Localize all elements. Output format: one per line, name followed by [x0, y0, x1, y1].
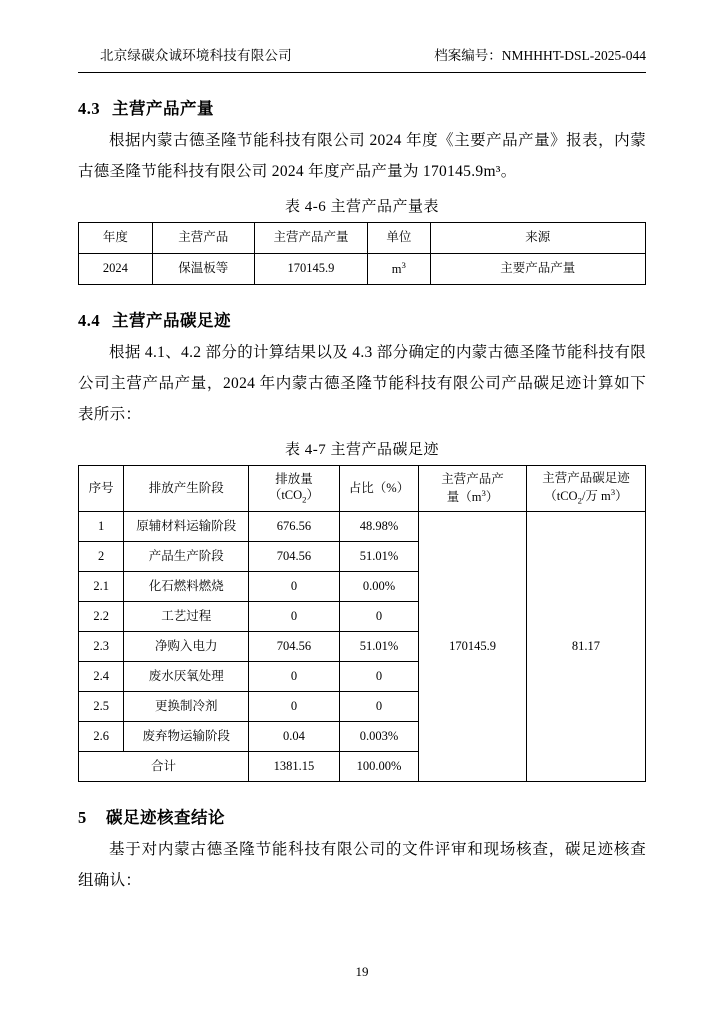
- table-4-6: [78, 222, 646, 285]
- cell-index: 2: [79, 542, 124, 572]
- cell-ratio: 0: [339, 662, 418, 692]
- cell-year: 2024: [79, 254, 153, 285]
- cell-stage: 工艺过程: [124, 602, 249, 632]
- page-header: [78, 44, 646, 70]
- cell-ratio: 0: [339, 692, 418, 722]
- cell-ratio: 0: [339, 602, 418, 632]
- cell-ratio: 51.01%: [339, 632, 418, 662]
- table-4-6-caption: 表 4-6 主营产品产量表: [285, 199, 439, 215]
- cell-ratio: 0.00%: [339, 572, 418, 602]
- th-product: 主营产品: [152, 223, 254, 254]
- cell-ratio: 51.01%: [339, 542, 418, 572]
- table-header-row: [79, 223, 646, 254]
- cell-emission: 0: [249, 572, 340, 602]
- table-4-7: [78, 465, 646, 782]
- th-footprint: [526, 466, 645, 512]
- cell-total-label: 合计: [79, 752, 249, 782]
- cell-stage: 净购入电力: [124, 632, 249, 662]
- cell-unit: $m^3$: [368, 254, 430, 285]
- th-footprint-line1: 主营产品碳足迹: [542, 471, 630, 485]
- cell-index: 2.4: [79, 662, 124, 692]
- cell-emission: 0: [249, 692, 340, 722]
- section-number-4-3: 4.3: [78, 99, 101, 118]
- cell-total-ratio: 100.00%: [339, 752, 418, 782]
- section-heading-4-4: [78, 307, 646, 331]
- th-product-output-line1: 主营产品产: [441, 471, 504, 486]
- th-footprint-line2: （tCO$_2$/万 $m^3$）: [544, 486, 628, 506]
- cell-source: 主要产品产量: [430, 254, 646, 285]
- section-heading-5: [78, 804, 646, 828]
- cell-stage: 废水厌氧处理: [124, 662, 249, 692]
- header-archive-label: 档案编号：: [434, 48, 502, 63]
- section-heading-4-3: [78, 95, 646, 119]
- th-emission: [249, 466, 340, 512]
- cell-ratio: 48.98%: [339, 512, 418, 542]
- section-paragraph-4-4: 根据 4.1、4.2 部分的计算结果以及 4.3 部分确定的内蒙古德圣隆节能科技有限公司主营产品产量，2024 年内蒙古德圣隆节能科技有限公司产品碳足迹计算如下表所示：: [78, 344, 646, 423]
- section-title-4-4: 主营产品碳足迹: [112, 311, 231, 330]
- section-number-4-4: 4.4: [78, 311, 101, 330]
- cell-emission: 0.04: [249, 722, 340, 752]
- th-source: 来源: [430, 223, 646, 254]
- th-product-output: [419, 466, 527, 512]
- table-header-row: [79, 466, 646, 512]
- section-paragraph-5: 基于对内蒙古德圣隆节能科技有限公司的文件评审和现场核查，碳足迹核查组确认：: [78, 841, 646, 890]
- th-unit: 单位: [368, 223, 430, 254]
- page-content: [78, 0, 646, 1024]
- cell-stage: 原辅材料运输阶段: [124, 512, 249, 542]
- cell-footprint: 81.17: [526, 512, 645, 782]
- cell-product: 保温板等: [152, 254, 254, 285]
- cell-ratio: 0.003%: [339, 722, 418, 752]
- th-product-output-line2: 量$(m^3)$: [446, 487, 499, 504]
- section-paragraph-4-3: 根据内蒙古德圣隆节能科技有限公司 2024 年度《主要产品产量》报表，内蒙古德圣隆节能科技有限公司 2024 年度产品产量为 170145.9m³。: [78, 132, 646, 180]
- section-title-5: 碳足迹核查结论: [106, 808, 225, 828]
- cell-product-output: 170145.9: [419, 512, 527, 782]
- section-title-4-3: 主营产品产量: [112, 99, 214, 118]
- cell-total-emission: 1381.15: [249, 752, 340, 782]
- cell-stage: 化石燃料燃烧: [124, 572, 249, 602]
- cell-index: 1: [79, 512, 124, 542]
- th-index: 序号: [79, 466, 124, 512]
- header-archive: [434, 44, 646, 64]
- cell-emission: 704.56: [249, 632, 340, 662]
- th-stage: 排放产生阶段: [124, 466, 249, 512]
- header-company: 北京绿碳众诚环境科技有限公司: [100, 48, 292, 63]
- th-emission-line1: 排放量: [275, 472, 313, 487]
- table-row: [79, 512, 646, 542]
- cell-index: 2.3: [79, 632, 124, 662]
- table-4-7-caption: 表 4-7 主营产品碳足迹: [285, 442, 439, 458]
- cell-index: 2.6: [79, 722, 124, 752]
- table-row: [79, 254, 646, 285]
- th-ratio: 占比（%）: [339, 466, 418, 512]
- cell-index: 2.5: [79, 692, 124, 722]
- cell-stage: 废弃物运输阶段: [124, 722, 249, 752]
- th-output: 主营产品产量: [254, 223, 367, 254]
- cell-emission: 0: [249, 602, 340, 632]
- cell-output: 170145.9: [254, 254, 367, 285]
- cell-emission: 0: [249, 662, 340, 692]
- cell-stage: 更换制冷剂: [124, 692, 249, 722]
- cell-emission: 704.56: [249, 542, 340, 572]
- cell-stage: 产品生产阶段: [124, 542, 249, 572]
- section-number-5: 5: [78, 808, 87, 828]
- th-year: 年度: [79, 223, 153, 254]
- cell-emission: 676.56: [249, 512, 340, 542]
- page-number: 19: [355, 964, 369, 979]
- header-archive-code: NMHHHT-DSL-2025-044: [501, 48, 646, 63]
- header-divider: [78, 72, 646, 73]
- cell-index: 2.2: [79, 602, 124, 632]
- cell-index: 2.1: [79, 572, 124, 602]
- th-emission-line2: （tCO$_2$）: [268, 487, 320, 505]
